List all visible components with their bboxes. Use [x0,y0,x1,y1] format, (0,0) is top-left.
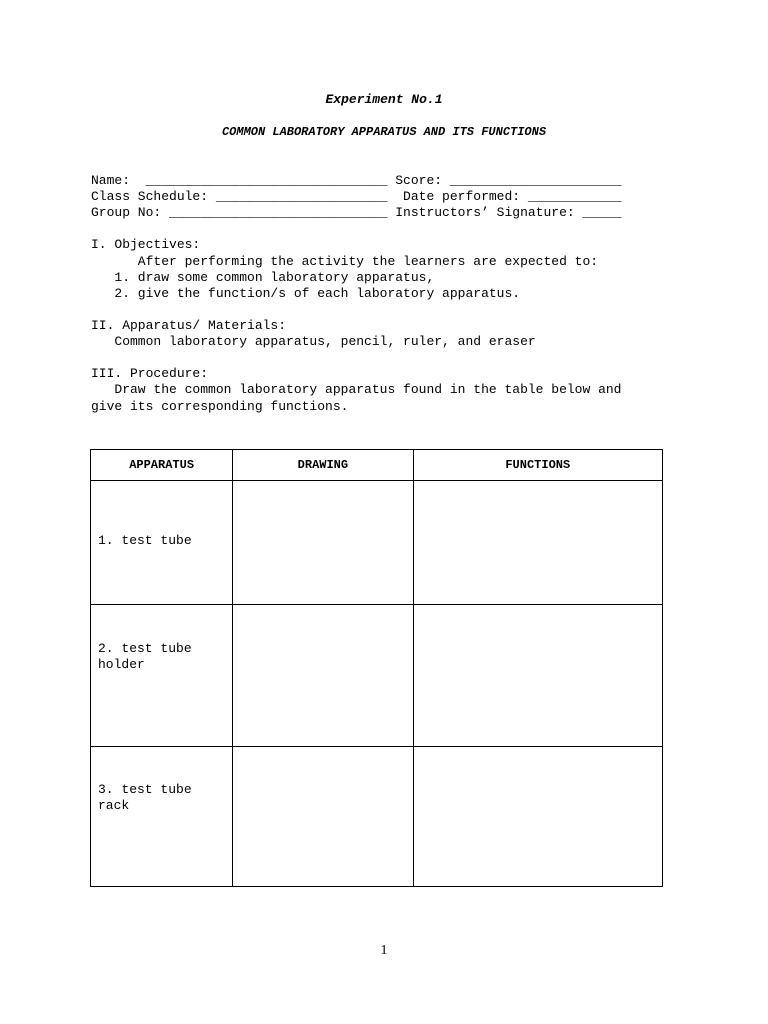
objective-item-1: 1. draw some common laboratory apparatus, [91,270,435,285]
page-number: 1 [380,943,388,958]
table-row [91,605,663,747]
apparatus-name-line-2: holder [98,656,145,672]
materials-text: Common laboratory apparatus, pencil, ruler, and eraser [91,334,536,349]
functions-cell[interactable] [413,605,662,747]
drawing-cell[interactable] [233,481,413,605]
apparatus-name-line-1: 2. test tube [98,640,192,656]
drawing-cell[interactable] [233,747,413,887]
form-line-group-signature: Group No: ____________________________ Instructors’ Signature: _____ [91,205,622,220]
apparatus-table [90,449,663,887]
table-row [91,481,663,605]
apparatus-name-line-1: 3. test tube [98,781,192,797]
header-drawing: DRAWING [233,450,413,481]
header-apparatus: APPARATUS [91,450,233,481]
objective-item-2: 2. give the function/s of each laboratory apparatus. [91,286,521,301]
apparatus-cell [91,481,233,605]
apparatus-name-line-2: rack [98,797,130,813]
functions-cell[interactable] [413,747,662,887]
objectives-intro: After performing the activity the learners are expected to: [91,254,599,269]
procedure-heading: III. Procedure: [91,366,209,381]
page-subtitle: COMMON LABORATORY APPARATUS AND ITS FUNCTIONS [221,125,547,139]
header-functions: FUNCTIONS [413,450,662,481]
drawing-cell[interactable] [233,605,413,747]
procedure-line-2: give its corresponding functions. [91,399,349,414]
apparatus-cell [91,747,233,887]
table-row [91,747,663,887]
form-line-name-score: Name: _______________________________ Score: ______________________ [91,173,622,188]
apparatus-cell [91,605,233,747]
table-header-row [91,450,663,481]
functions-cell[interactable] [413,481,662,605]
apparatus-name-line-1: 1. test tube [98,532,192,548]
materials-heading: II. Apparatus/ Materials: [91,318,287,333]
objectives-heading: I. Objectives: [91,237,201,252]
page-title: Experiment No.1 [325,92,443,107]
form-line-schedule-date: Class Schedule: ______________________ Date performed: ____________ [91,189,622,204]
procedure-line-1: Draw the common laboratory apparatus found in the table below and [91,382,622,397]
